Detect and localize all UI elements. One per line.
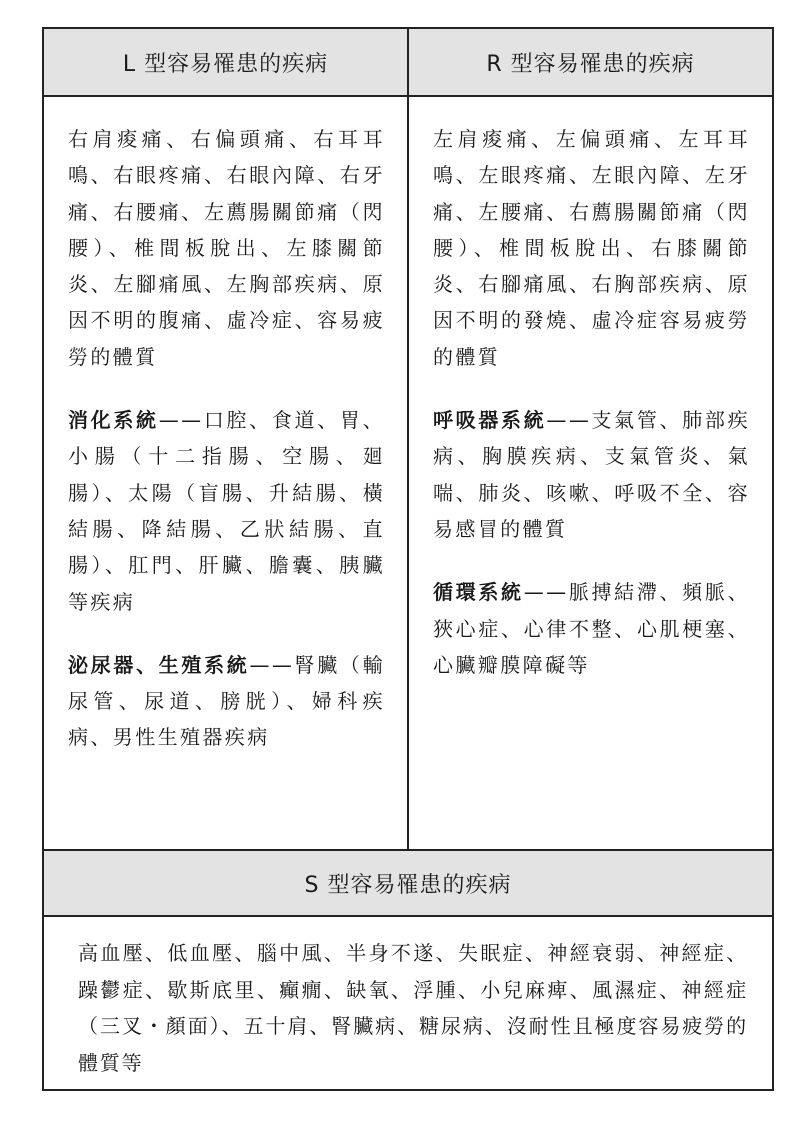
l-type-urogenital xyxy=(68,647,385,756)
r-type-respiratory-text: ——支氣管、肺部疾病、胸膜疾病、支氣管炎、氣喘、肺炎、咳嗽、呼吸不全、容易感冒的體質 xyxy=(433,408,750,541)
s-type-body xyxy=(44,917,772,1081)
r-type-circulatory-heading: 循環系統 xyxy=(433,580,524,605)
r-type-respiratory xyxy=(433,402,750,547)
l-type-urogenital-text: ——腎臟（輸尿管、尿道、膀胱）、婦科疾病、男性生殖器疾病 xyxy=(68,652,385,750)
r-type-respiratory-heading: 呼吸器系統 xyxy=(433,408,547,433)
r-type-general-diseases: 左肩痠痛、左偏頭痛、左耳耳鳴、左眼疼痛、左眼內障、左牙痛、左腰痛、右薦腸關節痛（閃腰）、椎間板脫出、右膝關節炎、右腳痛風、右胸部疾病、原因不明的發燒、虛冷症容易疲勞的體質 xyxy=(433,127,750,369)
l-type-digestive-heading: 消化系統 xyxy=(68,408,159,433)
l-type-general-diseases: 右肩痠痛、右偏頭痛、右耳耳鳴、右眼疼痛、右眼內障、右牙痛、右腰痛、左薦腸關節痛（閃腰）、椎間板脫出、左膝關節炎、左腳痛風、左胸部疾病、原因不明的腹痛、虛冷症、容易疲勞的體質 xyxy=(68,127,385,369)
l-type-body xyxy=(44,97,407,756)
l-type-digestive-text: ——口腔、食道、胃、小腸（十二指腸、空腸、廻腸）、太陽（盲腸、升結腸、橫結腸、降結腸、乙狀結腸、直腸）、肛門、肝臟、膽囊、胰臟等疾病 xyxy=(68,408,385,614)
disease-table xyxy=(42,27,774,1091)
r-type-body xyxy=(409,97,772,683)
s-type-diseases: 高血壓、低血壓、腦中風、半身不遂、失眠症、神經衰弱、神經症、躁鬱症、歇斯底里、癲癇、缺氧、浮腫、小兒麻痺、風濕症、神經症（三叉・顏面）、五十肩、腎臟病、糖尿病、沒耐性且極度容易疲勞的體質等 xyxy=(78,941,748,1075)
r-type-header: R 型容易罹患的疾病 xyxy=(409,29,772,97)
r-type-circulatory-text: ——脈搏結滯、頻脈、狹心症、心律不整、心肌梗塞、心臟瓣膜障礙等 xyxy=(433,580,750,677)
l-type-digestive xyxy=(68,402,385,620)
s-type-header: S 型容易罹患的疾病 xyxy=(44,849,772,917)
l-type-urogenital-heading: 泌尿器、生殖系統 xyxy=(68,652,250,677)
l-type-header: L 型容易罹患的疾病 xyxy=(44,29,407,97)
r-type-circulatory xyxy=(433,574,750,683)
l-type-column xyxy=(44,29,409,849)
s-type-section xyxy=(44,849,772,1108)
r-type-column xyxy=(409,29,772,849)
